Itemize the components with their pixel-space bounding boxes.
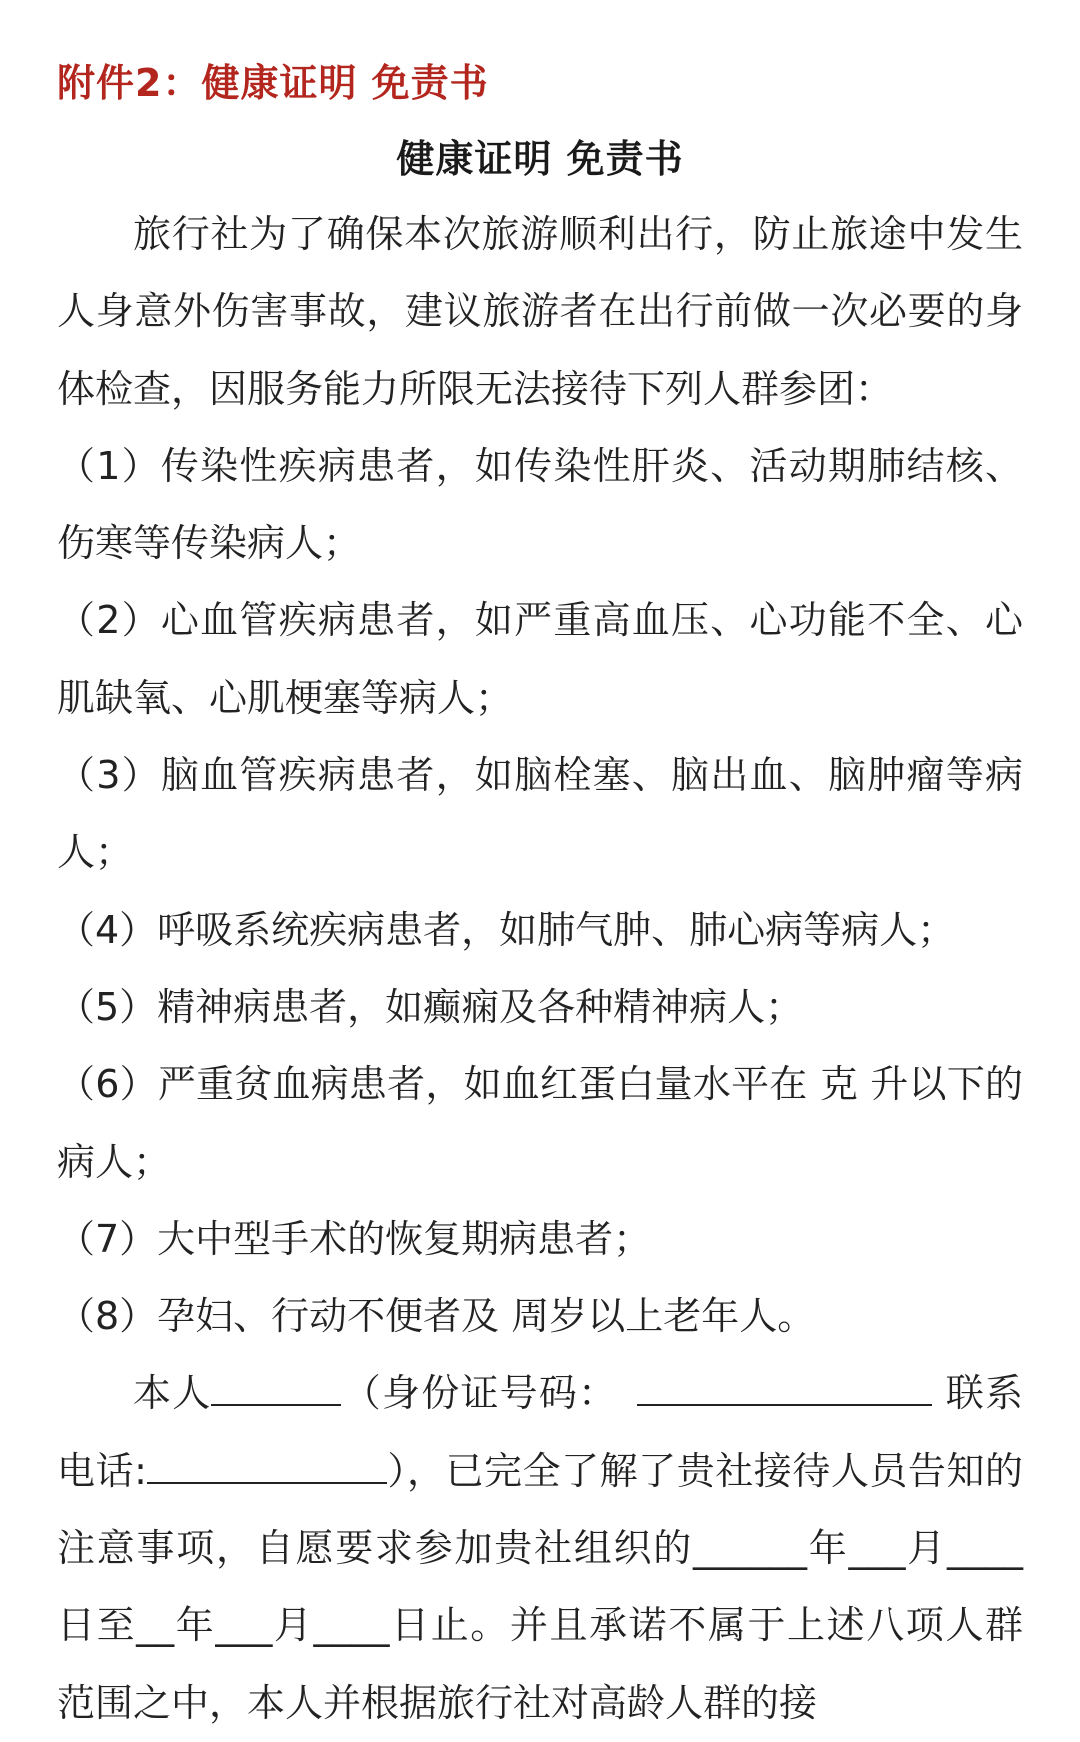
- intro-paragraph: 旅行社为了确保本次旅游顺利出行，防止旅途中发生人身意外伤害事故，建议旅游者在出行前做一次必要的身体检查，因服务能力所限无法接待下列人群参团：: [57, 212, 1023, 411]
- declaration-contact-label: 联系电话:: [57, 1371, 1023, 1493]
- phone-blank: [147, 1444, 387, 1484]
- document-title: 健康证明 免责书: [396, 137, 684, 181]
- declaration-self: 本人: [133, 1371, 212, 1416]
- list-item: （4）呼吸系统疾病患者，如肺气肿、肺心病等病人；: [57, 907, 956, 952]
- name-blank: [211, 1366, 341, 1406]
- list-item: （2）心血管疾病患者，如严重高血压、心功能不全、心肌缺氧、心肌梗塞等病人；: [57, 598, 1023, 720]
- attachment-title: 附件2：健康证明 免责书: [57, 61, 489, 105]
- declaration-id-label: （身份证号码：: [341, 1371, 618, 1416]
- list-item: （5）精神病患者，如癫痫及各种精神病人；: [57, 984, 804, 1029]
- list-item: （3）脑血管疾病患者，如脑栓塞、脑出血、脑肿瘤等病人；: [57, 753, 1023, 875]
- declaration-rest: ），已完全了解了贵社接待人员告知的注意事项，自愿要求参加贵社组织的______年___月____日至__年___月____日止。并且承诺不属于上述八项人群范围之中，本人并根据旅行社对高龄人群的接: [57, 1448, 1023, 1725]
- id-number-blank: [637, 1366, 932, 1406]
- list-item: （8）孕妇、行动不便者及 周岁以上老年人。: [57, 1294, 816, 1339]
- list-item: （7）大中型手术的恢复期病患者；: [57, 1216, 652, 1261]
- list-item: （6）严重贫血病患者，如血红蛋白量水平在 克 升以下的病人；: [57, 1062, 1023, 1184]
- document-body: [57, 196, 1023, 1742]
- declaration-paragraph: [57, 1355, 1023, 1741]
- list-item: （1）传染性疾病患者，如传染性肝炎、活动期肺结核、伤寒等传染病人；: [57, 443, 1023, 566]
